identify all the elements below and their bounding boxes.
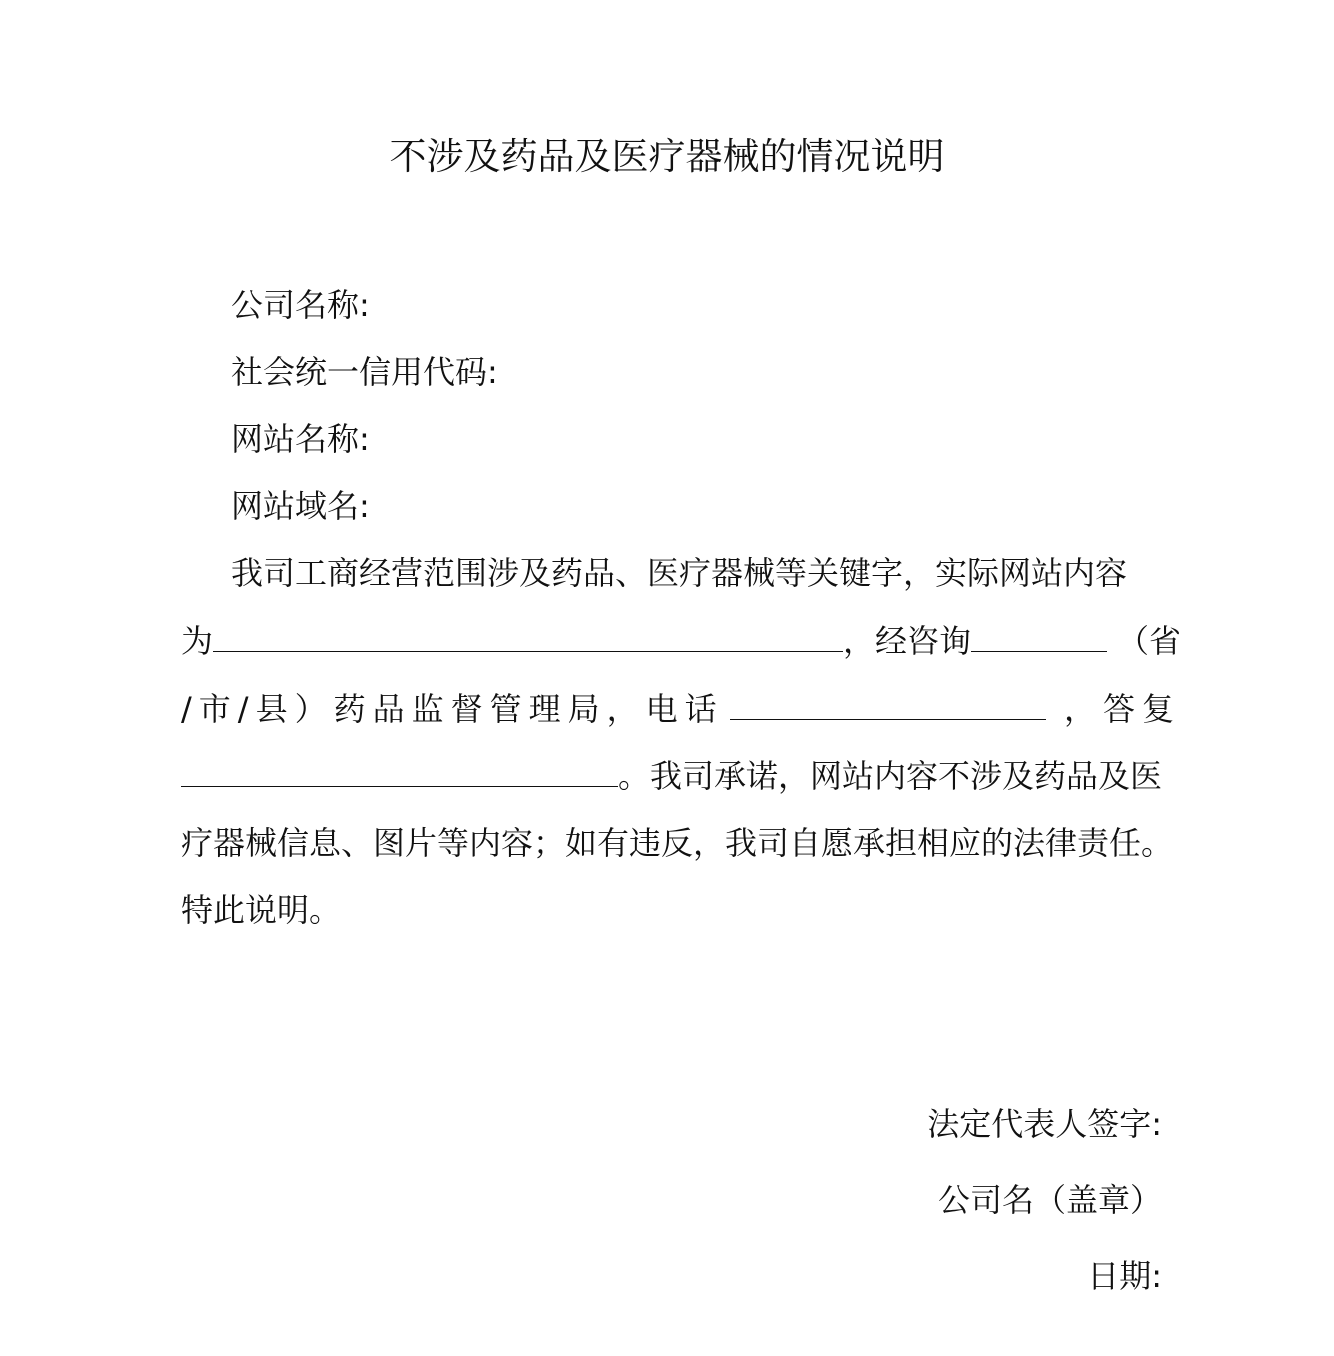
phone-blank[interactable] <box>730 689 1046 720</box>
body-line-3 <box>181 689 1181 729</box>
website-name-label: 网站名称: <box>231 420 370 458</box>
province-blank[interactable] <box>971 621 1107 652</box>
body-line-3-end: ，答复 <box>1063 690 1181 728</box>
reply-blank[interactable] <box>181 756 618 787</box>
company-name-label: 公司名称: <box>231 286 370 324</box>
body-line-2-start: 为 <box>181 622 214 660</box>
website-content-blank[interactable] <box>213 621 843 652</box>
body-line-1: 我司工商经营范围涉及药品、医疗器械等关键字，实际网站内容 <box>231 554 1128 592</box>
body-line-2-mid: ，经咨询 <box>843 622 972 660</box>
body-line-4-end: 。我司承诺，网站内容不涉及药品及医 <box>618 757 1163 795</box>
document-title: 不涉及药品及医疗器械的情况说明 <box>389 135 945 178</box>
body-line-3-start: /市/县）药品监督管理局，电话 <box>181 690 724 728</box>
body-line-2-end: （省 <box>1117 622 1182 660</box>
body-line-6: 特此说明。 <box>181 891 342 929</box>
legal-rep-signature-label: 法定代表人签字: <box>927 1105 1162 1143</box>
body-line-2 <box>181 621 1181 661</box>
credit-code-label: 社会统一信用代码: <box>231 353 498 391</box>
body-line-5: 疗器械信息、图片等内容；如有违反，我司自愿承担相应的法律责任。 <box>181 824 1174 862</box>
company-seal-label: 公司名（盖章） <box>937 1181 1162 1219</box>
website-domain-label: 网站域名: <box>231 487 370 525</box>
date-label: 日期: <box>1087 1257 1162 1295</box>
body-line-4 <box>181 756 1181 796</box>
